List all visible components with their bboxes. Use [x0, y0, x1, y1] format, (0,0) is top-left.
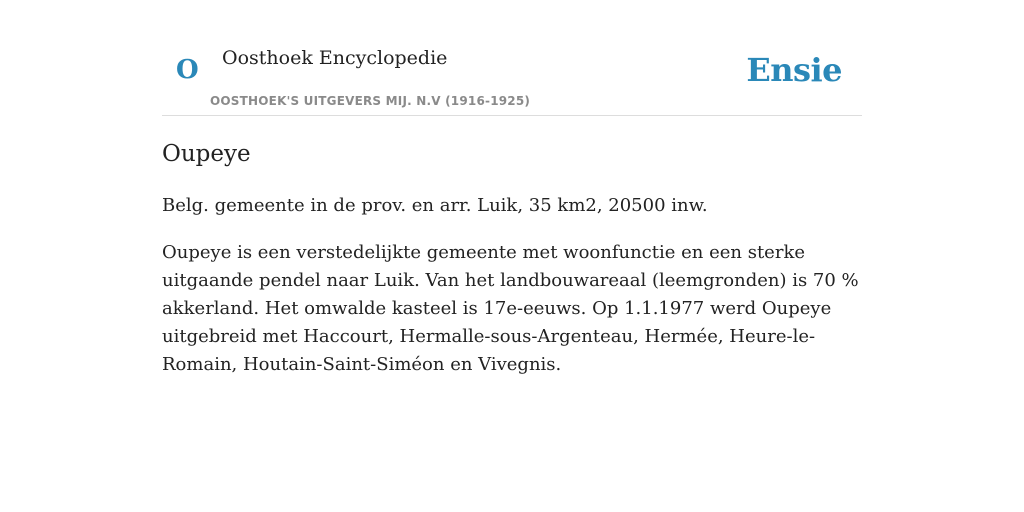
- source-header: [162, 36, 862, 116]
- entry-content: [162, 138, 862, 379]
- source-subtitle: OOSTHOEK'S UITGEVERS MIJ. N.V (1916-1925): [210, 94, 531, 108]
- source-title[interactable]: Oosthoek Encyclopedie: [222, 47, 448, 69]
- brand-logo[interactable]: Ensie: [746, 51, 842, 89]
- entry-title: Oupeye: [162, 141, 251, 167]
- entry-paragraph: Oupeye is een verstedelijkte gemeente met woonfunctie en een sterke uitgaande pendel naar Luik. Van het landbouwareaal (leemgronden) is 70 % akkerland. Het omwalde kasteel is 17e-eeuws. Op 1.1.1977 werd Oupeye uitgebreid met Haccourt, Hermalle-sous-Argenteau, Hermée, Heure-le-Romain, Houtain-Saint-Siméon en Vivegnis.: [162, 242, 859, 375]
- source-logo[interactable]: O: [176, 55, 199, 85]
- entry-paragraph: Belg. gemeente in de prov. en arr. Luik, 35 km2, 20500 inw.: [162, 195, 708, 216]
